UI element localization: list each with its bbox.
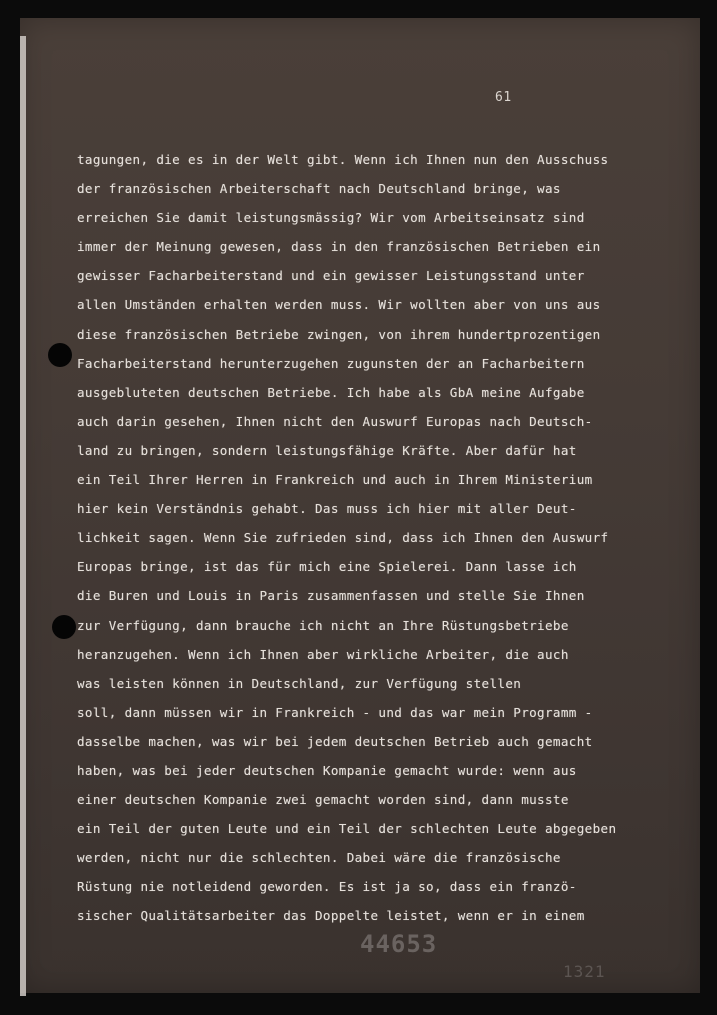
text-line: werden, nicht nur die schlechten. Dabei wäre die französische [77,850,561,866]
text-line: hier kein Verständnis gehabt. Das muss ich hier mit aller Deut- [77,501,577,517]
text-line: heranzugehen. Wenn ich Ihnen aber wirkliche Arbeiter, die auch [77,646,569,662]
text-line: allen Umständen erhalten werden muss. Wir wollten aber von uns aus [77,297,601,313]
text-line: erreichen Sie damit leistungsmässig? Wir vom Arbeitseinsatz sind [77,210,585,226]
punch-hole-top [48,343,72,367]
text-line: ein Teil Ihrer Herren in Frankreich und auch in Ihrem Ministerium [77,472,593,488]
text-line: immer der Meinung gewesen, dass in den französischen Betrieben ein [77,239,601,255]
text-line: was leisten können in Deutschland, zur Verfügung stellen [77,675,522,691]
text-line: Facharbeiterstand herunterzugehen zugunsten der an Facharbeitern [77,355,585,371]
text-line: der französischen Arbeiterschaft nach Deutschland bringe, was [77,181,561,197]
text-line: auch darin gesehen, Ihnen nicht den Auswurf Europas nach Deutsch- [77,413,593,429]
text-line: zur Verfügung, dann brauche ich nicht an Ihre Rüstungsbetriebe [77,617,569,633]
stamp-number: 44653 [360,930,438,958]
text-line: die Buren und Louis in Paris zusammenfassen und stelle Sie Ihnen [77,588,585,604]
text-line: Europas bringe, ist das für mich eine Spielerei. Dann lasse ich [77,559,577,575]
text-line: tagungen, die es in der Welt gibt. Wenn ich Ihnen nun den Ausschuss [77,152,609,167]
text-line: sischer Qualitätsarbeiter das Doppelte leistet, wenn er in einem [77,908,585,924]
text-line: soll, dann müssen wir in Frankreich - und das war mein Programm - [77,704,593,720]
text-line: einer deutschen Kompanie zwei gemacht worden sind, dann musste [77,792,569,808]
text-line: land zu bringen, sondern leistungsfähige Kräfte. Aber dafür hat [77,442,577,458]
text-line: lichkeit sagen. Wenn Sie zufrieden sind, dass ich Ihnen den Auswurf [77,530,609,546]
text-line: diese französischen Betriebe zwingen, von ihrem hundertprozentigen [77,326,601,342]
text-line: Rüstung nie notleidend geworden. Es ist ja so, dass ein franzö- [77,879,577,895]
page-number: 61 [495,90,512,105]
paper-edge [20,36,26,996]
text-line: ausgebluteten deutschen Betriebe. Ich habe als GbA meine Aufgabe [77,384,585,400]
text-line: dasselbe machen, was wir bei jedem deutschen Betrieb auch gemacht [77,733,593,749]
punch-hole-bottom [52,615,76,639]
text-line: gewisser Facharbeiterstand und ein gewisser Leistungsstand unter [77,268,585,284]
archive-number: 1321 [563,962,606,981]
document-body [77,145,637,931]
text-line: ein Teil der guten Leute und ein Teil der schlechten Leute abgegeben [77,821,617,837]
text-line: haben, was bei jeder deutschen Kompanie gemacht wurde: wenn aus [77,762,577,778]
